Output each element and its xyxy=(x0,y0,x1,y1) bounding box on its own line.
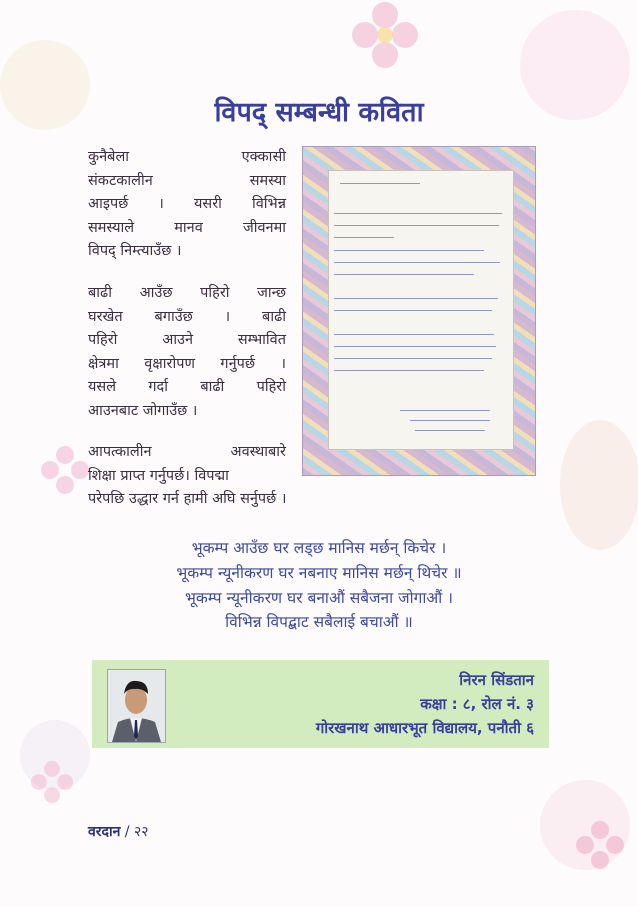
handwriting-stroke xyxy=(334,237,394,238)
text-line: विपद् निम्त्याउँछ । xyxy=(88,243,182,259)
handwriting-stroke xyxy=(415,430,485,431)
handwriting-stroke xyxy=(340,183,420,184)
text-line: आउनबाट जोगाउँछ । xyxy=(88,402,198,419)
text-line: यसले गर्दा बाढी पहिरो xyxy=(88,379,286,395)
poem-line: भूकम्प आउँछ घर लड्छ मानिस मर्छन् किचेर । xyxy=(191,539,447,557)
author-name: निरन सिंडतान xyxy=(459,671,534,689)
poem-line: भूकम्प न्यूनीकरण घर नबनाए मानिस मर्छन् थिचेर ॥ xyxy=(176,564,462,582)
text-line: संकटकालीन समस्या xyxy=(88,172,286,189)
text-line: पहिरो आउने सम्भावित xyxy=(88,332,286,348)
handwriting-stroke xyxy=(334,274,474,275)
person-photo-icon xyxy=(108,670,165,742)
text-line: घरखेत बगाउँछ । बाढी xyxy=(88,308,286,325)
author-photo xyxy=(107,669,166,743)
handwriting-stroke xyxy=(334,310,492,311)
handwriting-stroke xyxy=(334,334,494,335)
flower-decoration-icon xyxy=(575,820,625,870)
text-line: आपत्कालीन अवस्थाबारे xyxy=(88,444,286,460)
text-line: कुनैबेला एक्कासी xyxy=(88,149,286,165)
text-line: क्षेत्रमा वृक्षारोपण गर्नुपर्छ । xyxy=(88,355,286,372)
footer-separator: / xyxy=(120,824,134,840)
handwriting-stroke xyxy=(334,225,499,226)
handwriting-stroke xyxy=(334,358,492,359)
text-line: आइपर्छ । यसरी विभिन्न xyxy=(88,196,286,212)
text-line: शिक्षा प्राप्त गर्नुपर्छ। विपद्मा xyxy=(88,467,229,484)
page-title: विपद् सम्बन्धी कविता xyxy=(214,97,424,128)
handwriting-stroke xyxy=(410,420,490,421)
poem-line: भूकम्प न्यूनीकरण घर बनाऔं सबैजना जोगाऔं । xyxy=(185,589,453,607)
handwriting-stroke xyxy=(334,298,498,299)
author-class-roll: कक्षा : ८, रोल नं. ३ xyxy=(420,695,534,713)
handwriting-stroke xyxy=(334,370,484,371)
handwriting-stroke xyxy=(334,262,500,263)
page-footer xyxy=(88,822,149,841)
handwriting-stroke xyxy=(400,410,490,411)
handwriting-stroke xyxy=(334,346,496,347)
page-number: २२ xyxy=(133,824,149,840)
background-blob xyxy=(560,420,638,550)
text-line: परेपछि उद्धार गर्न हामी अघि सर्नुपर्छ । xyxy=(88,491,287,507)
flower-decoration-icon xyxy=(40,445,90,495)
handwriting-stroke xyxy=(334,213,502,214)
text-line: बाढी आउँछ पहिरो जान्छ xyxy=(88,285,286,301)
handwriting-stroke xyxy=(334,250,484,251)
flower-decoration-icon xyxy=(30,760,74,804)
author-school: गोरखनाथ आधारभूत विद्यालय, पनौती ६ xyxy=(315,719,534,737)
magazine-name: वरदान xyxy=(88,824,121,840)
flower-decoration-icon xyxy=(350,0,420,70)
text-line: समस्याले मानव जीवनमा xyxy=(88,219,286,236)
poem-line: विभिन्न विपद्बाट सबैलाई बचाऔं ॥ xyxy=(225,613,413,631)
